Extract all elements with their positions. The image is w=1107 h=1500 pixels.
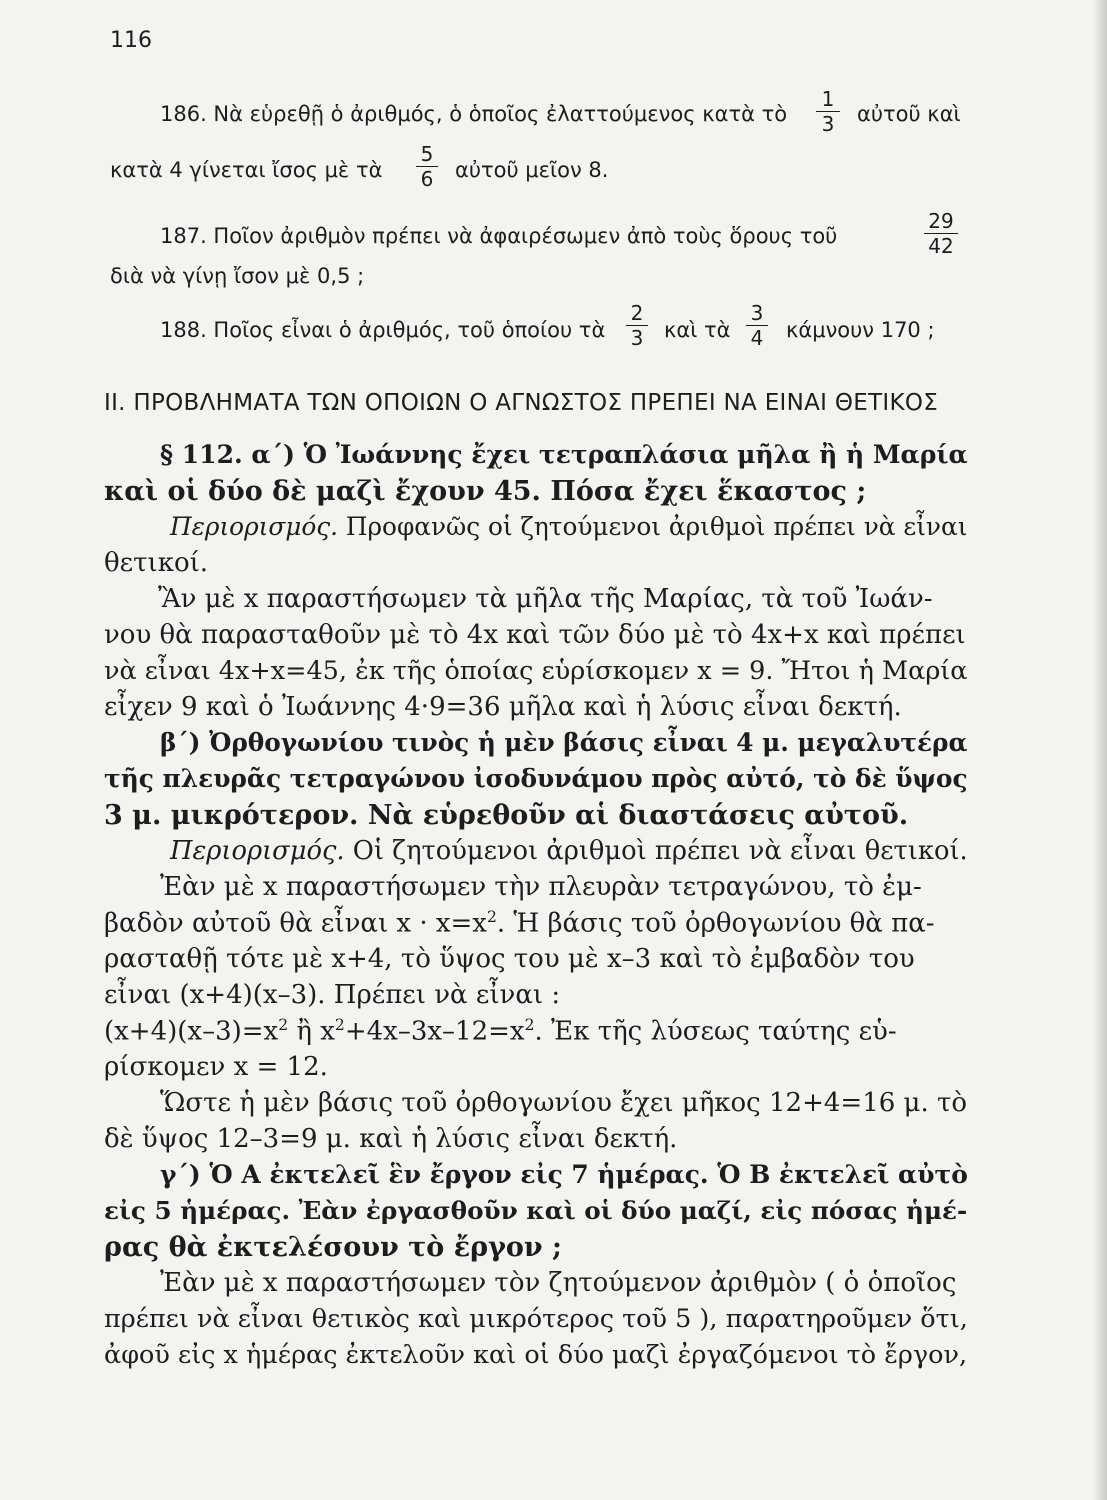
fraction-denominator: 3 [821,112,835,136]
body-line: ἀφοῦ εἰς x ἡμέρας ἐκτελοῦν καὶ οἱ δύο μαζὶ ἐργαζόμενοι τὸ ἔργον, [104,1340,968,1370]
problem-186-fraction-1 [816,88,840,135]
superscript: 2 [334,1016,345,1034]
body-line: Ἐὰν μὲ x παραστήσωμεν τὴν πλευρὰν τετραγώνου, τὸ ἐμ- [160,872,922,902]
example-a-title-cont: καὶ οἱ δύο δὲ μαζὶ ἔχουν 45. Πόσα ἔχει ἕκαστος ; [104,476,867,507]
body-line: ρίσκομεν x = 12. [104,1052,328,1082]
problem-188-fraction-1 [626,302,648,349]
problem-188-fraction-2 [746,302,768,349]
problem-186-fraction-2 [416,143,438,190]
equation-part: (x+4)(x–3)=x [104,1016,279,1047]
body-line: βαδὸν αὐτοῦ θὰ εἶναι x · x=x [104,908,487,939]
example-c-title-cont: εἰς 5 ἡμέρας. Ἐὰν ἐργασθοῦν καὶ οἱ δύο μαζί, εἰς πόσας ἡμέ- [104,1196,968,1225]
fraction-numerator: 2 [630,301,644,325]
example-a-title: § 112. α΄) Ὁ Ἰωάννης ἔχει τετραπλάσια μῆλα ἢ ἡ Μαρία [160,440,968,469]
equation-part: . Ἐκ τῆς λύσεως ταύτης εὑ- [534,1016,897,1047]
example-b-title-cont: 3 μ. μικρότερον. Νὰ εὑρεθοῦν αἱ διαστάσεις αὐτοῦ. [104,800,909,831]
body-line: Ἂν μὲ x παραστήσωμεν τὰ μῆλα τῆς Μαρίας, τὰ τοῦ Ἰωάν- [158,584,933,614]
problem-188-text: 188. Ποῖος εἶναι ὁ ἀριθμός, τοῦ ὁποίου τὰ [160,318,606,342]
fraction-numerator: 5 [420,142,434,166]
page-number: 116 [110,28,152,53]
restriction-text: Οἱ ζητούμενοι ἀριθμοὶ πρέπει νὰ εἶναι θετικοί. [352,836,968,866]
body-line: Ἐὰν μὲ x παραστήσωμεν τὸν ζητούμενον ἀριθμὸν ( ὁ ὁποῖος [160,1268,957,1298]
fraction-numerator: 1 [821,87,835,111]
body-line: εἶχεν 9 καὶ ὁ Ἰωάννης 4·9=36 μῆλα καὶ ἡ λύσις εἶναι δεκτή. [104,692,902,722]
body-line: θετικοί. [104,548,209,578]
body-line: . Ἡ βάσις τοῦ ὀρθογωνίου θὰ πα- [496,908,935,939]
equation-part: ἢ x [288,1016,335,1047]
body-line: πρέπει νὰ εἶναι θετικὸς καὶ μικρότερος τοῦ 5 ), παρατηροῦμεν ὅτι, [104,1304,968,1334]
fraction-denominator: 3 [630,326,644,350]
fraction-denominator: 42 [928,234,954,258]
fraction-numerator: 3 [750,301,764,325]
section-heading: II. ΠΡΟΒΛΗΜΑΤΑ ΤΩΝ ΟΠΟΙΩΝ Ο ΑΓΝΩΣΤΟΣ ΠΡΕΠΕΙ ΝΑ ΕΙΝΑΙ ΘΕΤΙΚΟΣ [104,390,939,416]
example-b-title-cont: τῆς πλευρᾶς τετραγώνου ἰσοδυνάμου πρὸς αὐτό, τὸ δὲ ὕψος [104,764,968,793]
fraction-denominator: 6 [420,167,434,191]
fraction-numerator: 29 [928,209,954,233]
restriction-label: Περιορισμός. [170,836,345,866]
equation-part: +4x–3x–12=x [344,1016,525,1047]
fraction-denominator: 4 [750,326,764,350]
problem-186-text: 186. Νὰ εὑρεθῇ ὁ ἀριθμός, ὁ ὁποῖος ἐλαττούμενος κατὰ τὸ [160,102,788,126]
problem-186-text-cont: αὐτοῦ καὶ [857,102,961,126]
restriction-text: Προφανῶς οἱ ζητούμενοι ἀριθμοὶ πρέπει νὰ εἶναι [345,512,968,541]
body-line: νου θὰ παρασταθοῦν μὲ τὸ 4x καὶ τῶν δύο μὲ τὸ 4x+x καὶ πρέπει [104,620,966,650]
restriction-label: Περιορισμός. [170,512,338,541]
superscript: 2 [524,1016,535,1034]
body-line: εἶναι (x+4)(x–3). Πρέπει νὰ εἶναι : [104,980,561,1010]
problem-188-text-mid: καὶ τὰ [664,318,731,342]
problem-186-line2-cont: αὐτοῦ μεῖον 8. [455,158,609,182]
page-edge-shadow [1093,0,1107,1500]
problem-188-text-end: κάμνουν 170 ; [786,318,935,342]
example-b-title: β΄) Ὀρθογωνίου τινὸς ἡ μὲν βάσις εἶναι 4 μ. μεγαλυτέρα [160,728,968,757]
body-line: δὲ ὕψος 12–3=9 μ. καὶ ἡ λύσις εἶναι δεκτή. [104,1124,678,1154]
example-c-title: γ΄) Ὁ Α ἐκτελεῖ ἓν ἔργον εἰς 7 ἡμέρας. Ὁ Β ἐκτελεῖ αὐτὸ [160,1160,968,1189]
body-line: ρασταθῇ τότε μὲ x+4, τὸ ὕψος του μὲ x–3 καὶ τὸ ἐμβαδὸν του [104,944,915,974]
problem-186-line2: κατὰ 4 γίνεται ἴσος μὲ τὰ [110,158,383,182]
body-line: Ὥστε ἡ μὲν βάσις τοῦ ὀρθογωνίου ἔχει μῆκος 12+4=16 μ. τὸ [160,1088,968,1118]
example-c-title-cont: ρας θὰ ἐκτελέσουν τὸ ἔργον ; [104,1232,562,1263]
problem-187-line2: διὰ νὰ γίνῃ ἴσον μὲ 0,5 ; [110,264,365,288]
problem-187-text: 187. Ποῖον ἀριθμὸν πρέπει νὰ ἀφαιρέσωμεν ἀπὸ τοὺς ὅρους τοῦ [160,224,838,248]
superscript: 2 [278,1016,289,1034]
superscript: 2 [486,908,497,926]
body-line: νὰ εἶναι 4x+x=45, ἐκ τῆς ὁποίας εὑρίσκομεν x = 9. Ἤτοι ἡ Μαρία [104,656,968,686]
problem-187-fraction [924,210,958,257]
